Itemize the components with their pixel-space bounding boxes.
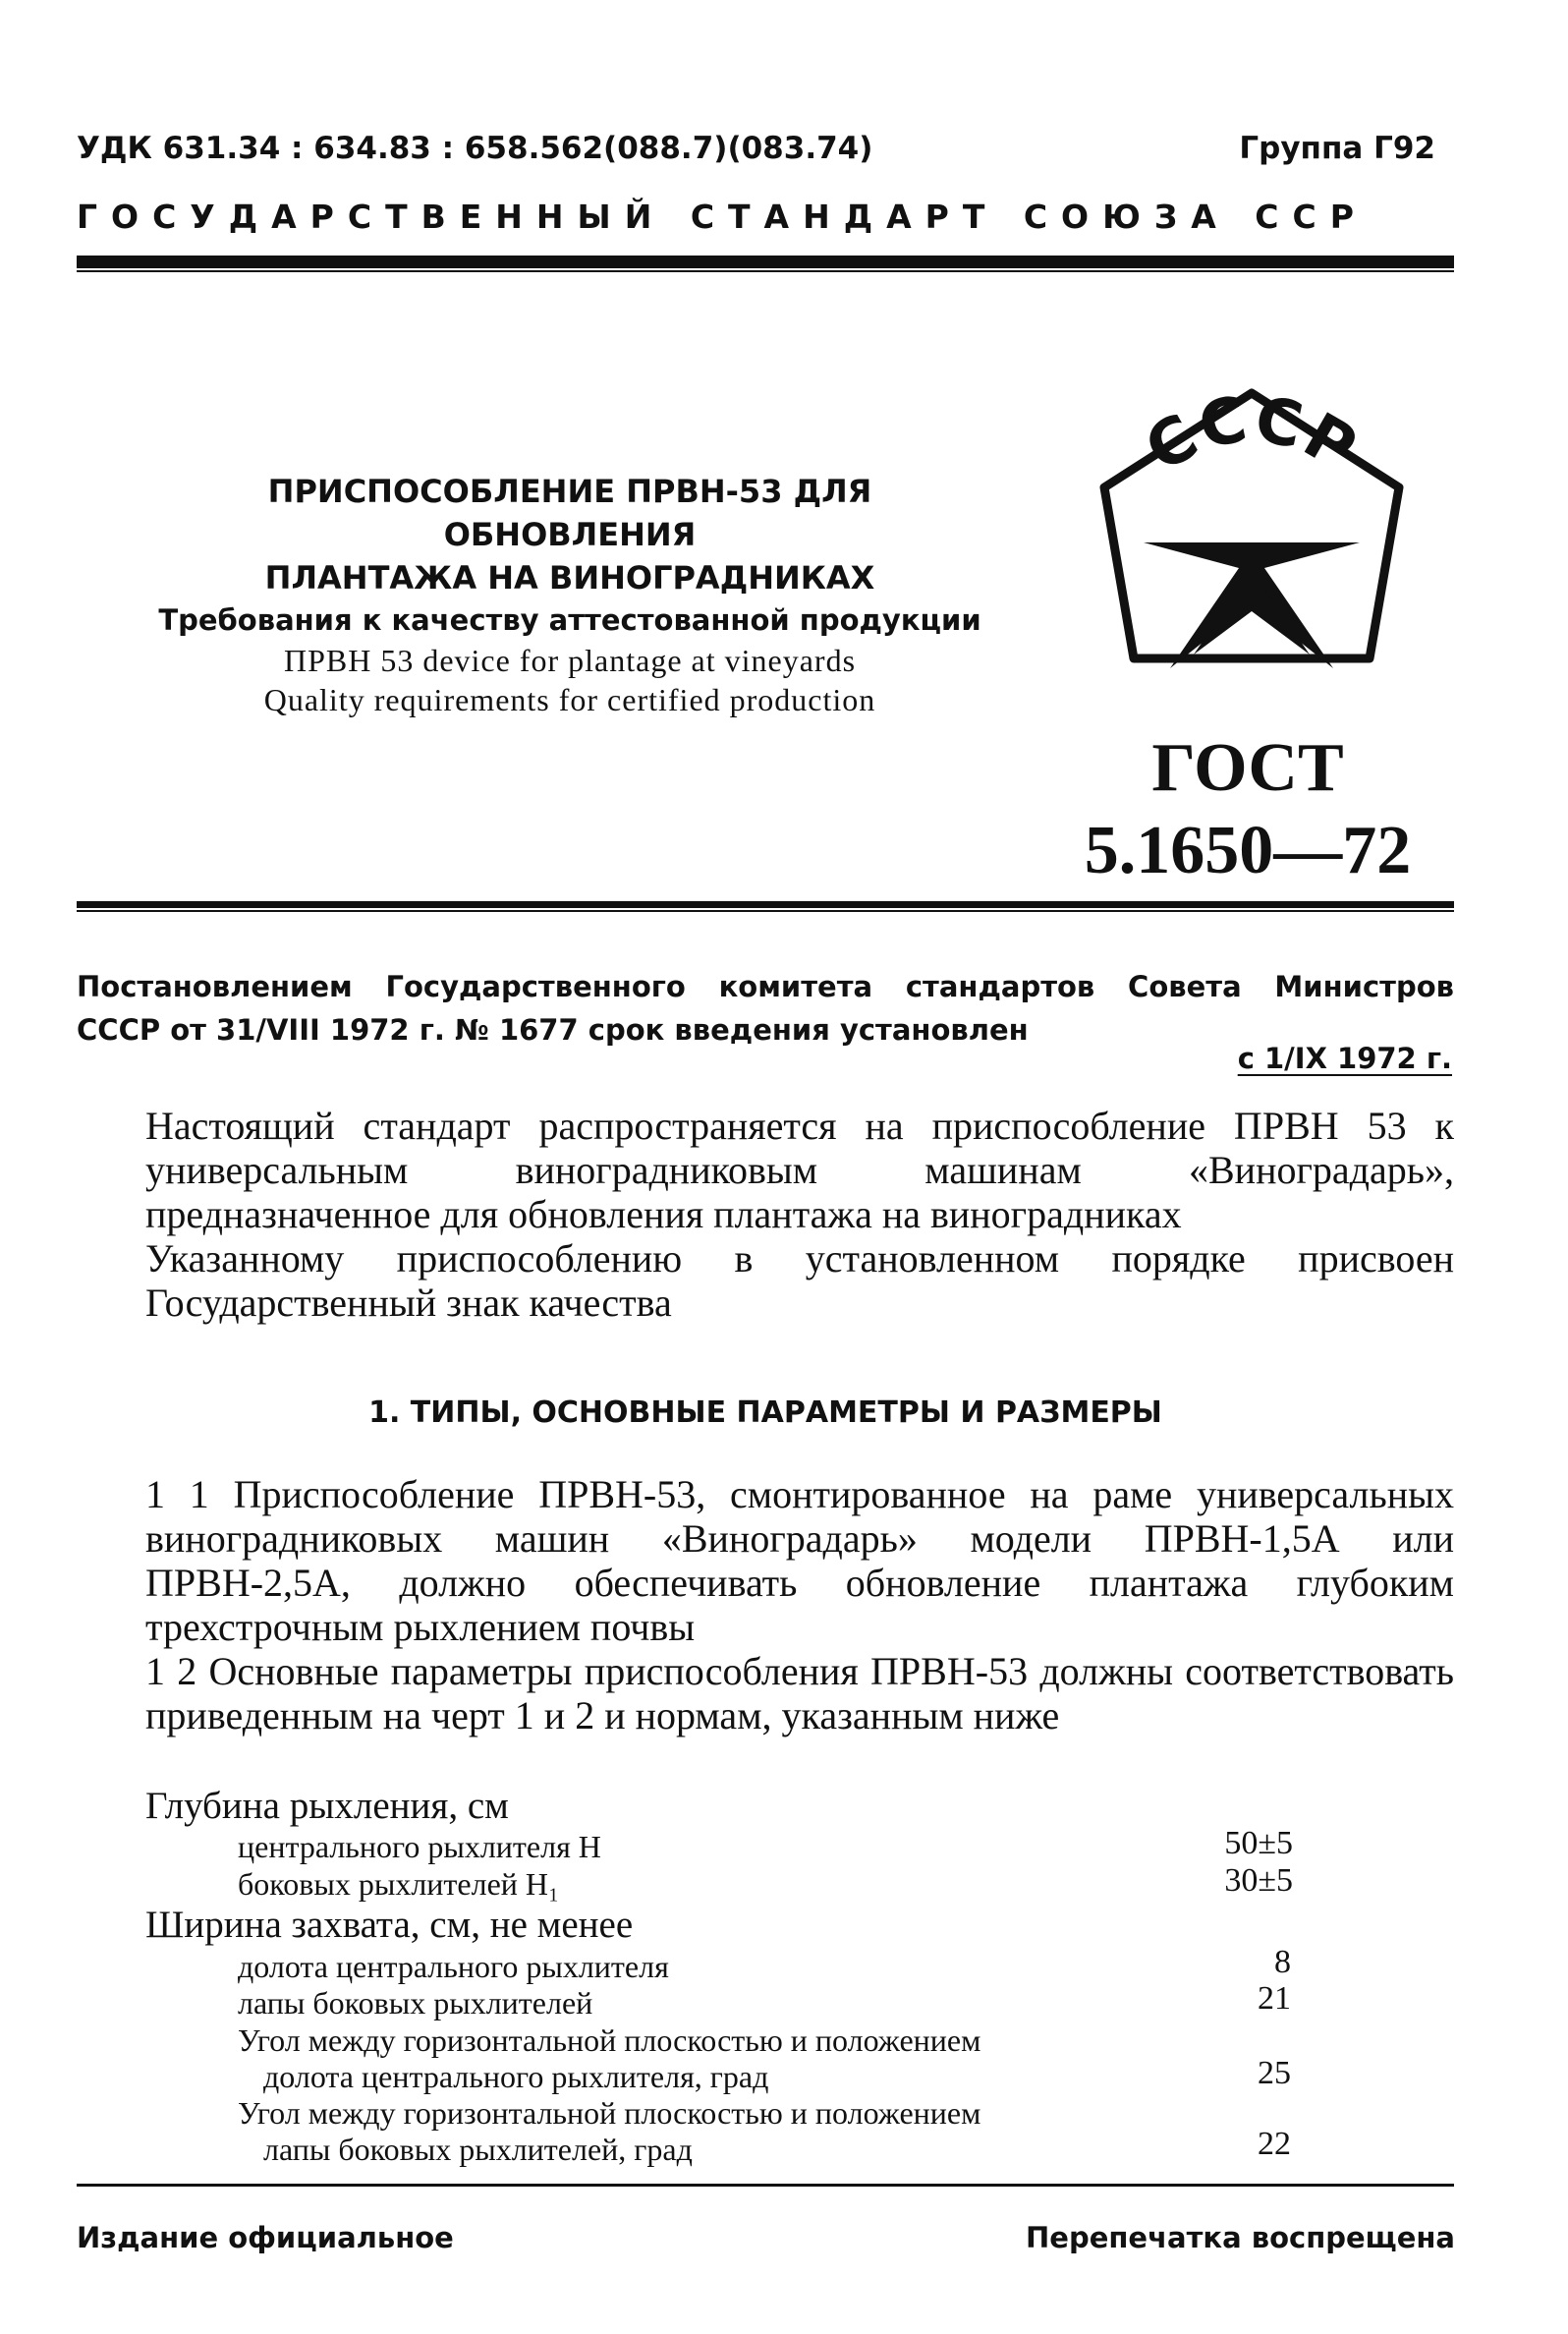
decree-text — [77, 965, 1454, 1052]
title-english-2: Quality requirements for certified production — [263, 682, 876, 717]
decree-line-2: СССР от 31/VIII 1972 г. № 1677 срок введения установлен — [77, 1013, 1029, 1047]
clause-1-1: 1 1 Приспособление ПРВН-53, смонтированное на раме универсальных виноградниковых машин «Виноградарь» модели ПРВН-1,5А или ПРВН-2,5А, должно обеспечивать обновление плантажа глубоким трехстрочным рыхлением почвы — [145, 1472, 1454, 1649]
side-depth-label: боковых рыхлителей H₁ — [238, 1866, 560, 1902]
angle-1-line-1: Угол между горизонтальной плоскостью и положением — [238, 2022, 981, 2058]
width-label: Ширина захвата, см, не менее — [145, 1904, 634, 1946]
paw-width-value: 21 — [1258, 1980, 1291, 2017]
angle-2-line-1: Угол между горизонтальной плоскостью и положением — [238, 2095, 981, 2131]
quality-mark-emblem — [1092, 385, 1411, 706]
side-depth-value: 30±5 — [1224, 1862, 1293, 1899]
footer-rule — [77, 2184, 1454, 2187]
gost-number: 5.1650—72 — [1084, 813, 1412, 888]
state-standard-heading: ГОСУДАРСТВЕННЫЙ СТАНДАРТ СОЮЗА ССР — [77, 198, 1368, 236]
top-rule — [77, 256, 1454, 268]
chisel-width-label: долота центрального рыхлителя — [238, 1949, 669, 1984]
angle-1-line-2: долота центрального рыхлителя, град — [263, 2059, 769, 2094]
title-block — [138, 470, 1002, 719]
decree-line-1: Постановлением Государственного комитета стандартов Совета Министров — [77, 970, 1454, 1003]
footer-official-edition: Издание официальное — [77, 2221, 454, 2254]
top-rule-thin — [77, 270, 1454, 272]
intro-paragraph-2: Указанному приспособлению в установленном порядке присвоен Государственный знак качества — [145, 1236, 1454, 1325]
title-subtitle: Требования к качеству аттестованной продукции — [158, 603, 981, 637]
chisel-width-value: 8 — [1274, 1944, 1291, 1980]
emblem-text: СССР — [1134, 385, 1370, 487]
section-1-body — [77, 1472, 1454, 1737]
central-depth-value: 50±5 — [1224, 1825, 1293, 1861]
angle-1-value: 25 — [1258, 2055, 1291, 2091]
paw-width-label: лапы боковых рыхлителей — [238, 1985, 593, 2021]
section-heading: 1. ТИПЫ, ОСНОВНЫЕ ПАРАМЕТРЫ И РАЗМЕРЫ — [368, 1395, 1162, 1430]
gost-label: ГОСТ — [1151, 730, 1344, 806]
middle-rule-thin — [77, 910, 1454, 912]
intro-paragraph-1: Настоящий стандарт распространяется на приспособление ПРВН 53 к универсальным виноградниковым машинам «Виноградарь», предназначенное для обновления плантажа на виноградниках — [145, 1104, 1454, 1236]
clause-1-2: 1 2 Основные параметры приспособления ПРВН-53 должны соответствовать приведенным на черт 1 и 2 и нормам, указанным ниже — [145, 1649, 1454, 1737]
angle-2-value: 22 — [1258, 2126, 1291, 2162]
intro — [77, 1104, 1454, 1325]
gost-designation — [1081, 727, 1415, 892]
angle-2-line-2: лапы боковых рыхлителей, град — [263, 2132, 693, 2167]
depth-label: Глубина рыхления, см — [145, 1785, 509, 1827]
middle-rule — [77, 901, 1454, 908]
footer-reprint-prohibited: Перепечатка воспрещена — [1026, 2221, 1455, 2254]
group-code: Группа Г92 — [1239, 131, 1435, 166]
title-english-1: ПРВН 53 device for plantage at vineyards — [283, 643, 857, 678]
effective-date: с 1/IX 1972 г. — [1237, 1042, 1452, 1075]
udk-code: УДК 631.34 : 634.83 : 658.562(088.7)(083.74) — [77, 131, 873, 166]
central-depth-label: центрального рыхлителя H — [238, 1829, 601, 1864]
title-line-2: ПЛАНТАЖА НА ВИНОГРАДНИКАХ — [264, 559, 875, 597]
title-line-1: ПРИСПОСОБЛЕНИЕ ПРВН-53 ДЛЯ ОБНОВЛЕНИЯ — [267, 473, 872, 553]
